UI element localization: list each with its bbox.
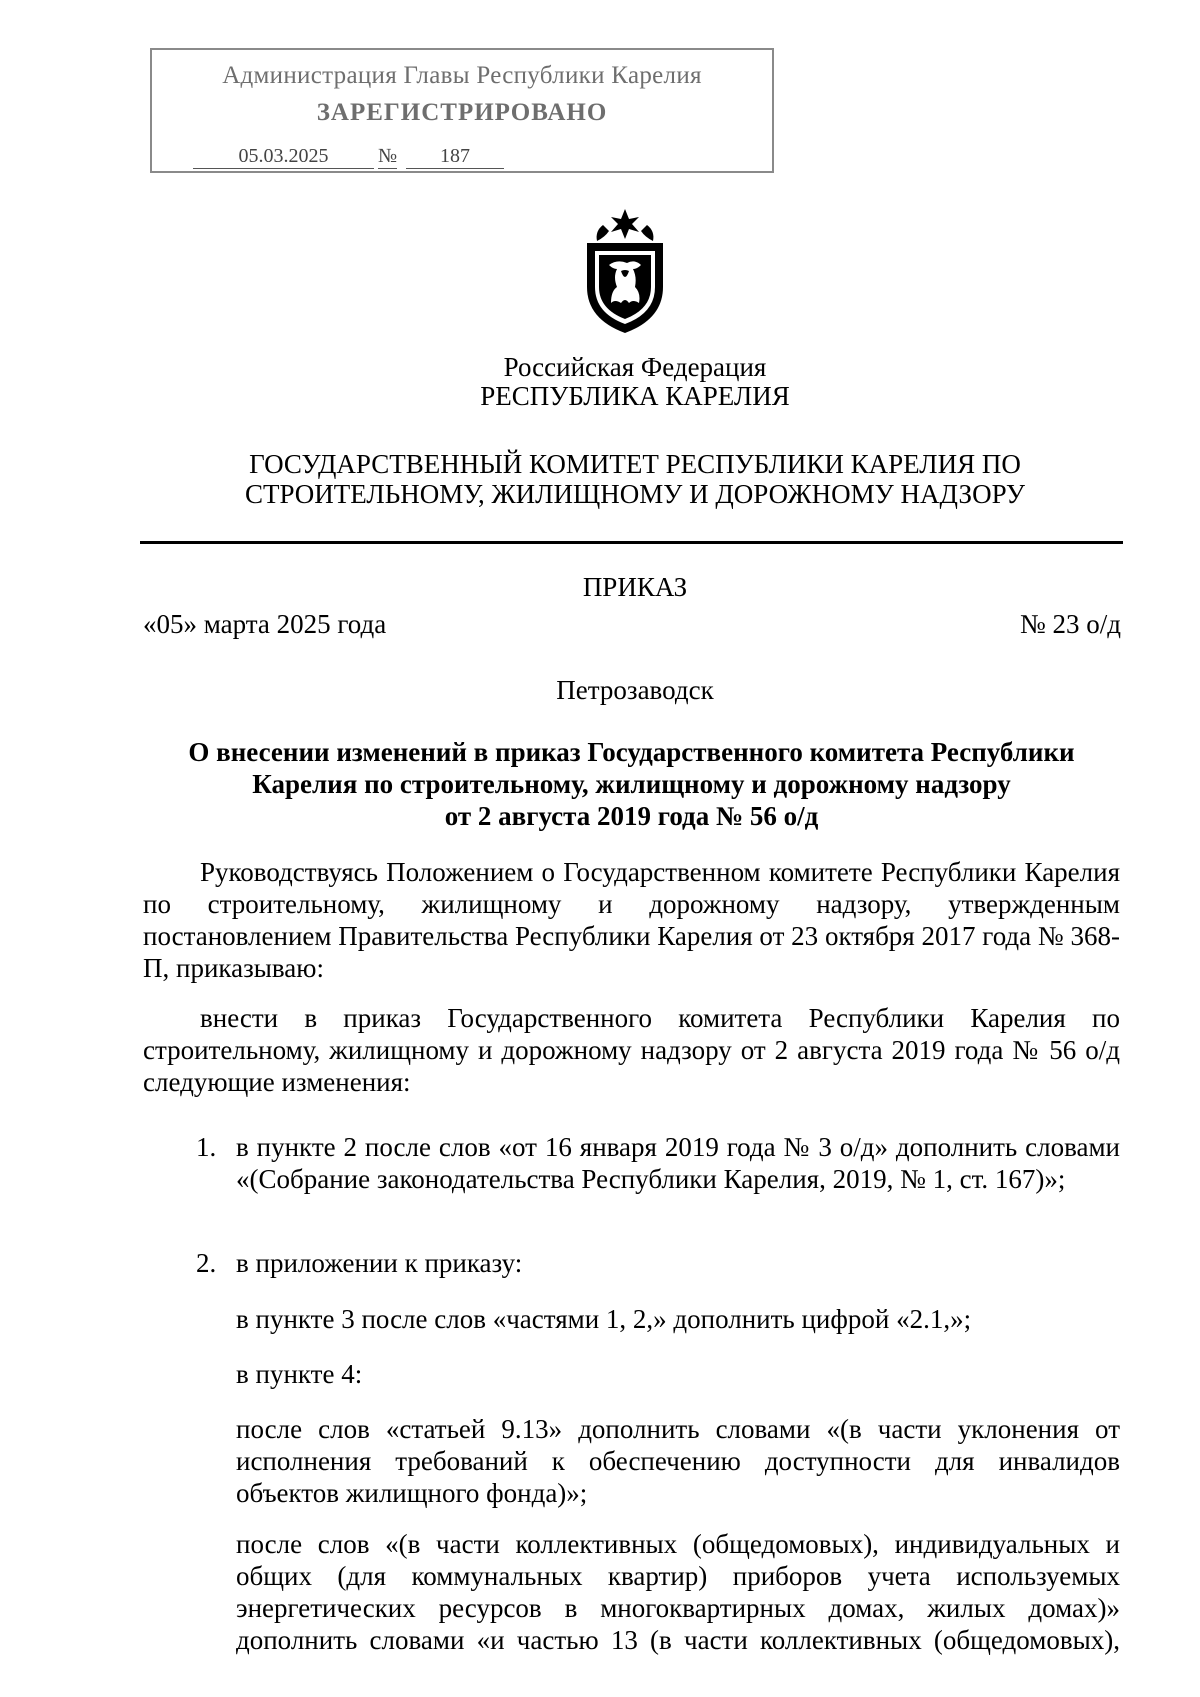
document-type: ПРИКАЗ	[582, 572, 688, 602]
title-line-1: О внесении изменений в приказ Государственного комитета Республики	[188, 737, 1075, 767]
header-divider	[140, 541, 1123, 544]
sub-item-point-4: в пункте 4:	[236, 1359, 363, 1389]
list-item-text: в приложении к приказу:	[236, 1248, 523, 1278]
order-number: № 23 о/д	[1020, 609, 1121, 639]
list-item-number: 2.	[196, 1248, 217, 1278]
republic-name: РЕСПУБЛИКА КАРЕЛИЯ	[480, 381, 790, 411]
title-line-2: Карелия по строительному, жилищному и дорожному надзору	[252, 769, 1011, 799]
title-line-3: от 2 августа 2019 года № 56 о/д	[444, 801, 819, 831]
stamp-status: ЗАРЕГИСТРИРОВАНО	[316, 99, 608, 126]
committee-name-line1: ГОСУДАРСТВЕННЫЙ КОМИТЕТ РЕСПУБЛИКИ КАРЕЛИЯ ПО	[249, 449, 1021, 479]
stamp-date: 05.03.2025	[193, 144, 374, 169]
list-item-number: 1.	[196, 1132, 217, 1162]
stamp-number-sign: №	[378, 145, 398, 167]
registration-stamp	[150, 48, 774, 173]
list-item-text: в пункте 2 после слов «от 16 января 2019 года № 3 о/д» дополнить словами «(Собрание законодательства Республики Карелия, 2019, № 1, ст. 167)»;	[236, 1132, 1120, 1194]
list-item	[196, 1247, 1120, 1279]
coat-of-arms-icon	[575, 207, 675, 337]
document-title	[140, 736, 1123, 832]
preamble-paragraph: Руководствуясь Положением о Государственном комитете Республики Карелия по строительному, жилищному и дорожному надзору, утвержденным постановлением Правительства Республики Карелия от 23 октября 2017 года № 368-П, приказываю:	[143, 857, 1120, 983]
committee-name-line2: СТРОИТЕЛЬНОМУ, ЖИЛИЩНОМУ И ДОРОЖНОМУ НАДЗОРУ	[244, 479, 1026, 509]
order-date: «05» марта 2025 года	[143, 609, 387, 639]
order-city: Петрозаводск	[556, 675, 714, 705]
sub-item-point-3: в пункте 3 после слов «частями 1, 2,» дополнить цифрой «2.1,»;	[236, 1304, 972, 1334]
stamp-number: 187	[406, 144, 504, 169]
directive-paragraph: внести в приказ Государственного комитета Республики Карелия по строительному, жилищному и дорожному надзору от 2 августа 2019 года № 56 о/д следующие изменения:	[143, 1003, 1120, 1097]
sub-item-point-4b-continued: дополнить словами «и частью 13 (в части коллективных (общедомовых),	[236, 1625, 1120, 1655]
sub-item-point-4a: после слов «статьей 9.13» дополнить словами «(в части уклонения от исполнения требований к обеспечению доступности для инвалидов объектов жилищного фонда)»;	[236, 1414, 1120, 1508]
list-item	[196, 1131, 1120, 1195]
stamp-organization: Администрация Главы Республики Карелия	[222, 62, 702, 89]
sub-item-point-4b: после слов «(в части коллективных (общедомовых), индивидуальных и общих (для коммунальных квартир) приборов учета используемых энергетических ресурсов в многоквартирных домах, жилых домах)»	[236, 1529, 1120, 1623]
country-name: Российская Федерация	[503, 352, 767, 382]
